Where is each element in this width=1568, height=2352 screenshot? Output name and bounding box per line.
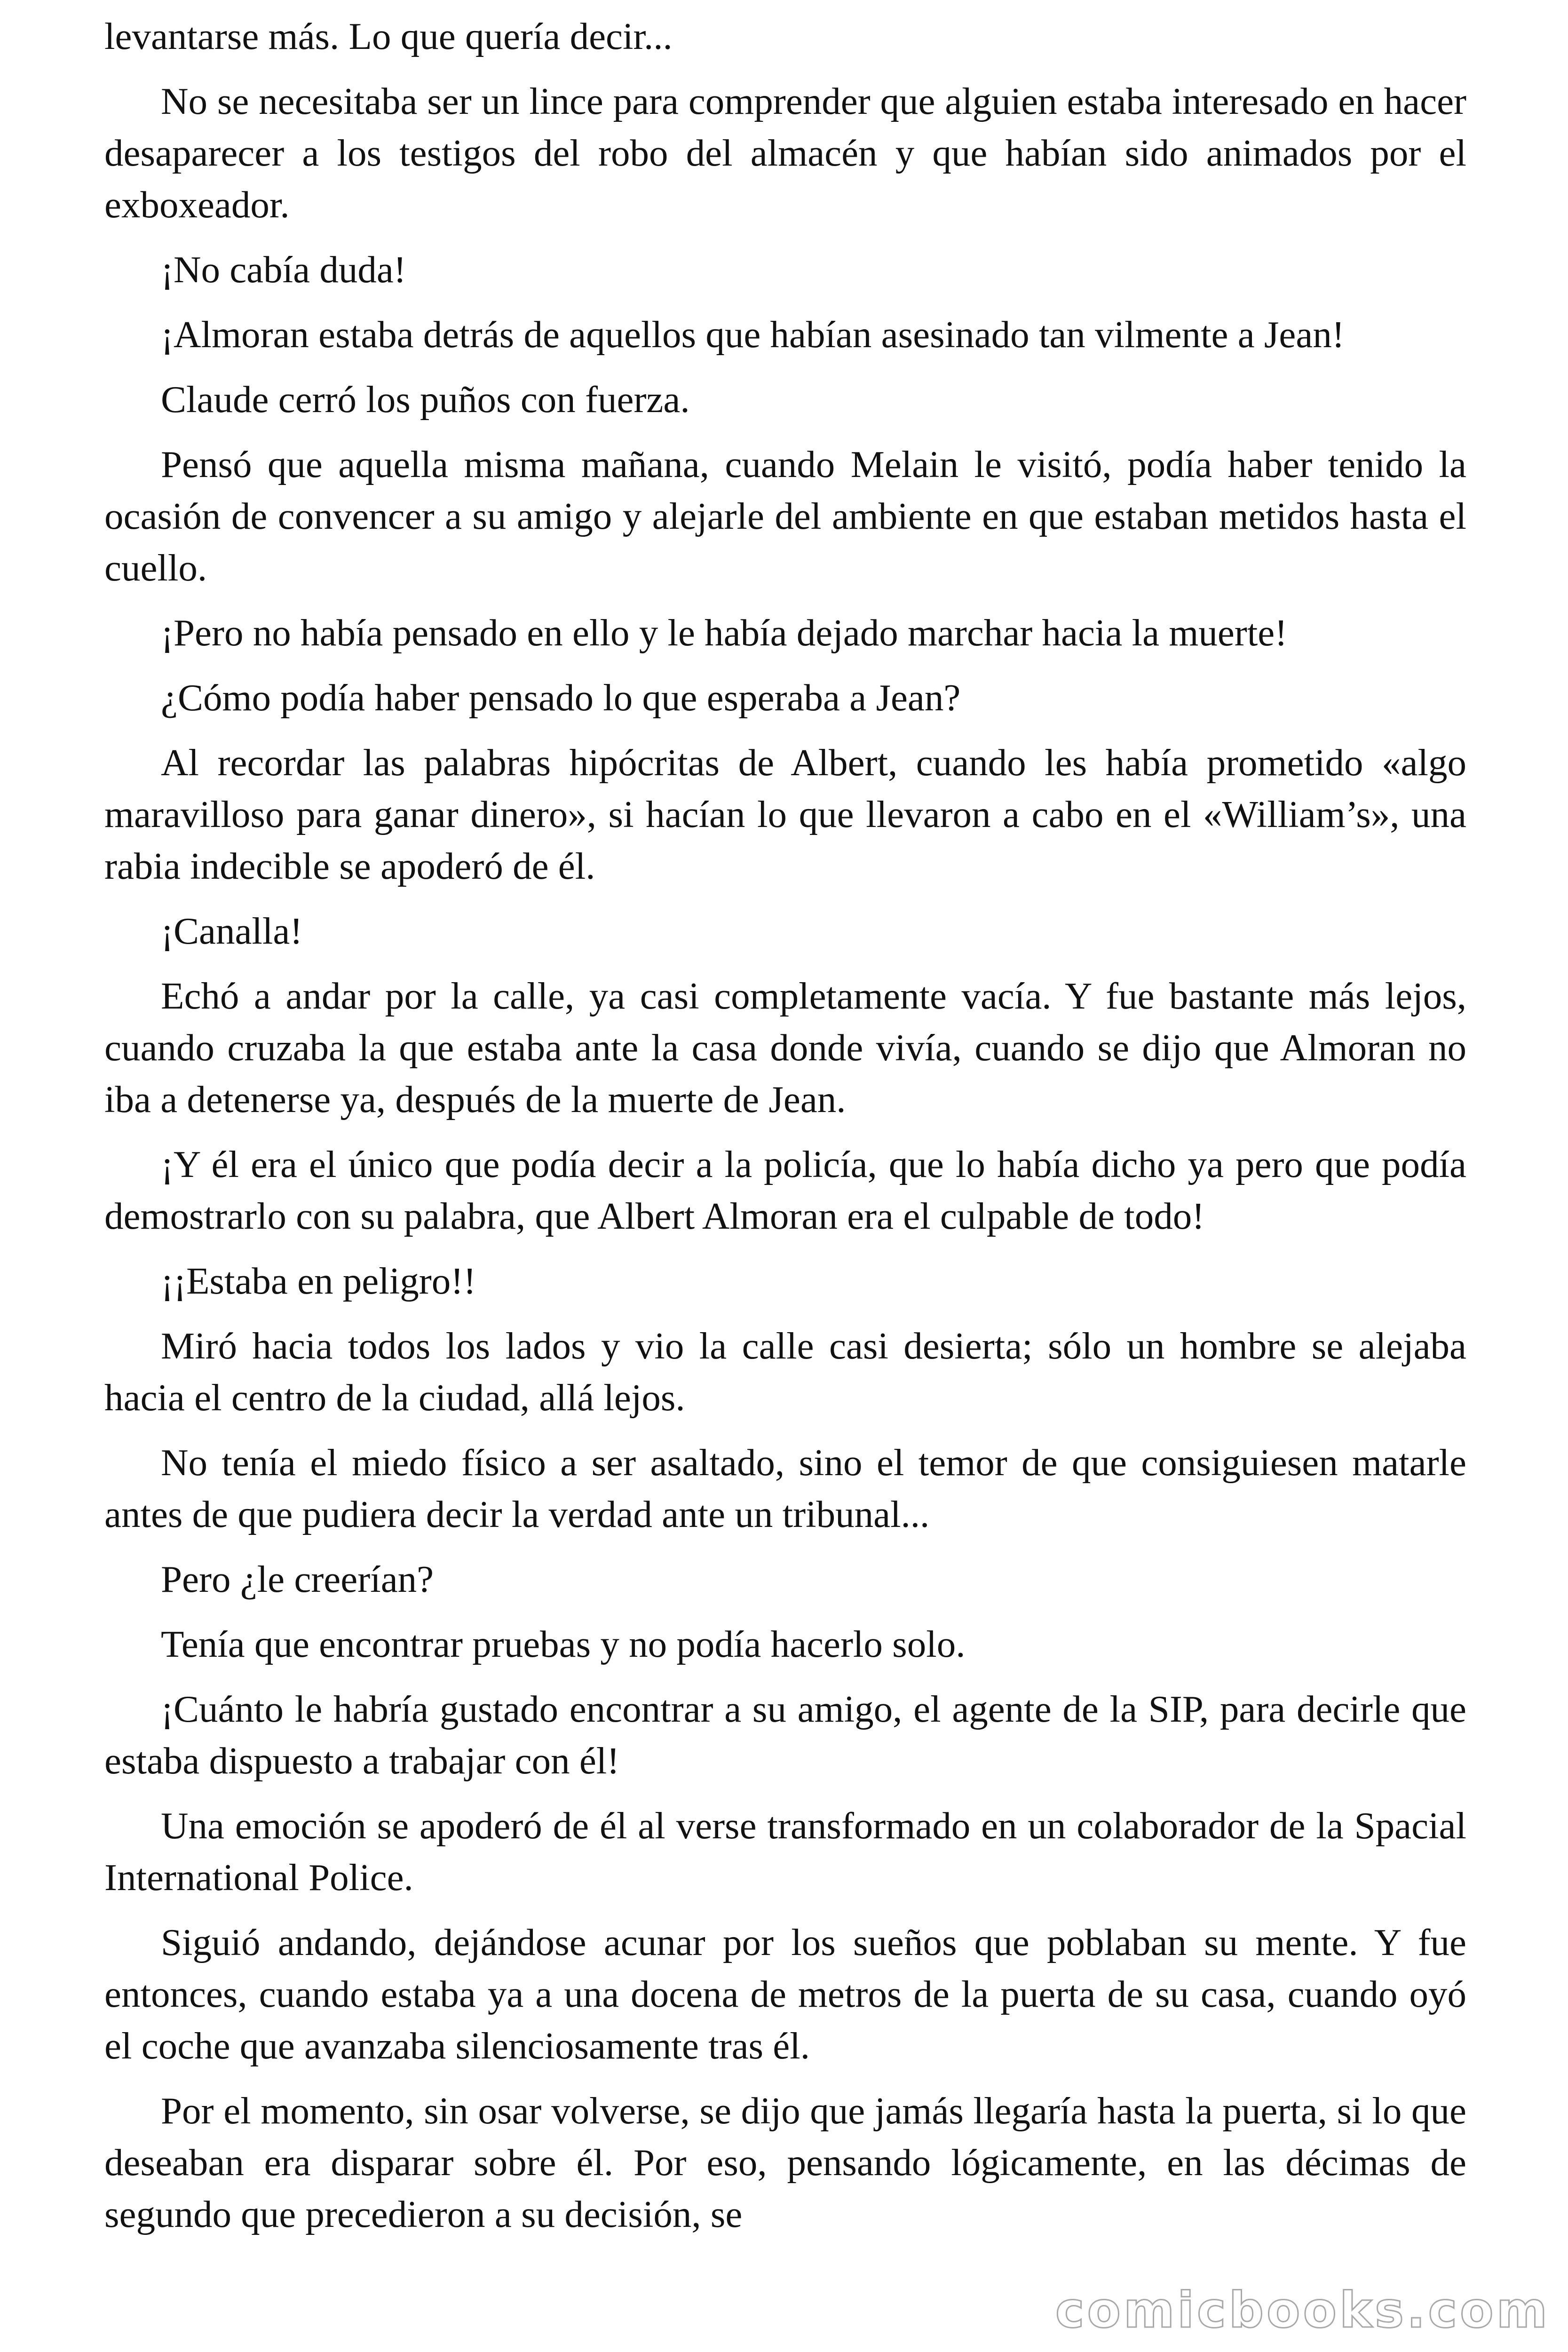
paragraph-15: No tenía el miedo físico a ser asaltado, sino el temor de que consiguiesen matarle antes de que pudiera decir la verdad ante un tribunal... (104, 1441, 1466, 1535)
paragraph-11: Echó a andar por la calle, ya casi completamente vacía. Y fue bastante más lejos, cuando cruzaba la que estaba ante la casa donde vivía, cuando se dijo que Almoran no iba a detenerse ya, después de la muerte de Jean. (104, 975, 1466, 1120)
paragraph-8: ¿Cómo podía haber pensado lo que esperaba a Jean? (161, 676, 961, 719)
paragraph-2: No se necesitaba ser un lince para comprender que alguien estaba interesado en hacer desaparecer a los testigos del robo del almacén y que habían sido animados por el exboxeador. (104, 80, 1466, 226)
paragraph-3: ¡No cabía duda! (161, 248, 406, 291)
paragraph-17: Tenía que encontrar pruebas y no podía hacerlo solo. (161, 1623, 966, 1665)
paragraph-10: ¡Canalla! (161, 910, 303, 952)
paragraph-1: levantarse más. Lo que quería decir... (104, 15, 673, 57)
paragraph-16: Pero ¿le creerían? (161, 1558, 434, 1600)
paragraph-13: ¡¡Estaba en peligro!! (161, 1260, 476, 1302)
paragraph-18: ¡Cuánto le habría gustado encontrar a su amigo, el agente de la SIP, para decirle que estaba dispuesto a trabajar con él! (104, 1688, 1466, 1782)
paragraph-6: Pensó que aquella misma mañana, cuando Melain le visitó, podía haber tenido la ocasión de convencer a su amigo y alejarle del ambiente en que estaban metidos hasta el cuello. (104, 443, 1466, 589)
paragraph-21: Por el momento, sin osar volverse, se dijo que jamás llegaría hasta la puerta, si lo que deseaban era disparar sobre él. Por eso, pensando lógicamente, en las décimas de segundo que precedieron a su decisión, se (104, 2090, 1466, 2235)
paragraph-5: Claude cerró los puños con fuerza. (161, 378, 690, 421)
paragraph-12: ¡Y él era el único que podía decir a la policía, que lo había dicho ya pero que podía demostrarlo con su palabra, que Albert Almoran era el culpable de todo! (104, 1143, 1466, 1237)
paragraph-20: Siguió andando, dejándose acunar por los sueños que poblaban su mente. Y fue entonces, cuando estaba ya a una docena de metros de la puerta de su casa, cuando oyó el coche que avanzaba silenciosamente tras él. (104, 1921, 1466, 2067)
paragraph-9: Al recordar las palabras hipócritas de Albert, cuando les había prometido «algo maravilloso para ganar dinero», si hacían lo que llevaron a cabo en el «William’s», una rabia indecible se apoderó de él. (104, 741, 1466, 887)
watermark-logo: comicbooks.com (1055, 2281, 1550, 2339)
paragraph-7: ¡Pero no había pensado en ello y le había dejado marchar hacia la muerte! (161, 612, 1288, 654)
paragraph-4: ¡Almoran estaba detrás de aquellos que habían asesinado tan vilmente a Jean! (161, 313, 1345, 356)
paragraph-19: Una emoción se apoderó de él al verse transformado en un colaborador de la Spacial International Police. (104, 1804, 1466, 1899)
body-text (104, 10, 1466, 2253)
paragraph-14: Miró hacia todos los lados y vio la calle casi desierta; sólo un hombre se alejaba hacia el centro de la ciudad, allá lejos. (104, 1325, 1466, 1419)
